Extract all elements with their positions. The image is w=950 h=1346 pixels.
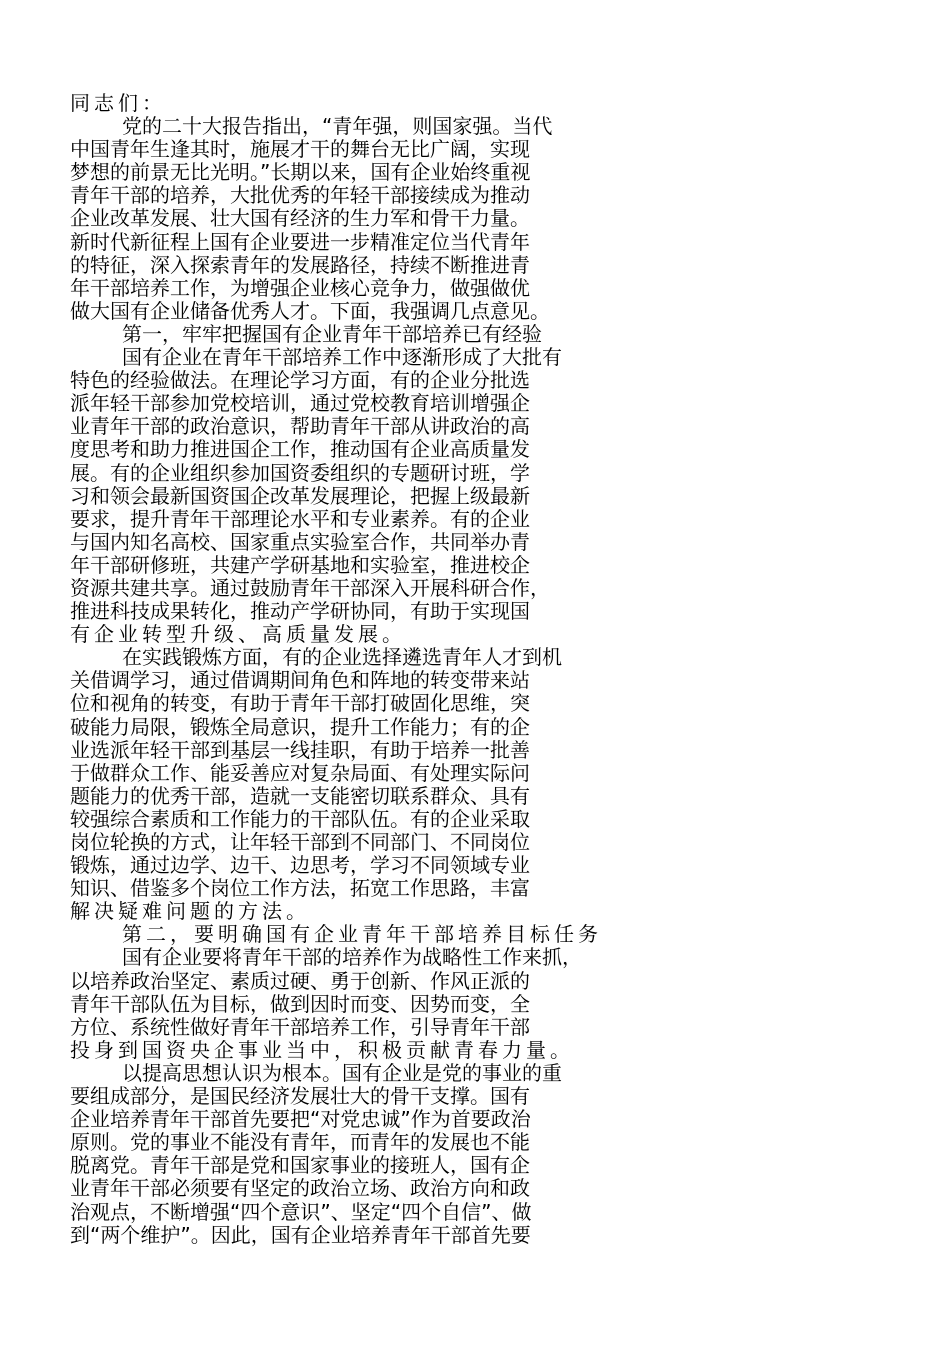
- text-line: 业青年干部必须要有坚定的政治立场、政治方向和政: [70, 1177, 530, 1201]
- text-line: 与国内知名高校、国家重点实验室合作，共同举办青: [70, 530, 530, 554]
- text-line: 新时代新征程上国有企业要进一步精准定位当代青年: [70, 230, 530, 254]
- text-line: 以提高思想认识为根本。国有企业是党的事业的重: [122, 1061, 562, 1085]
- text-line: 推进科技成果转化，推动产学研协同，有助于实现国: [70, 600, 530, 624]
- text-line: 以培养政治坚定、素质过硬、勇于创新、作风正派的: [70, 969, 530, 993]
- text-line: 第一，牢牢把握国有企业青年干部培养已有经验: [122, 322, 542, 346]
- text-line: 国有企业在青年干部培养工作中逐渐形成了大批有: [122, 346, 562, 370]
- text-line: 青年干部的培养，大批优秀的年轻干部接续成为推动: [70, 184, 530, 208]
- text-line: 梦想的前景无比光明。”长期以来，国有企业始终重视: [70, 161, 531, 185]
- text-line: 岗位轮换的方式，让年轻干部到不同部门、不同岗位: [70, 831, 530, 854]
- text-line: 特色的经验做法。在理论学习方面，有的企业分批选: [70, 369, 530, 393]
- text-line: 到“两个维护”。因此，国有企业培养青年干部首先要: [70, 1223, 531, 1247]
- text-line: 脱离党。青年干部是党和国家事业的接班人，国有企: [70, 1154, 530, 1178]
- text-line: 位和视角的转变，有助于青年干部打破固化思维，突: [70, 692, 530, 716]
- text-line: 第二，要明确国有企业青年干部培养目标任务: [122, 923, 602, 947]
- text-line: 知识、借鉴多个岗位工作方法，拓宽工作思路，丰富: [70, 877, 530, 901]
- text-line: 关借调学习，通过借调期间角色和阵地的转变带来站: [70, 669, 530, 693]
- text-line: 题能力的优秀干部，造就一支能密切联系群众、具有: [70, 784, 530, 808]
- text-line: 做大国有企业储备优秀人才。下面，我强调几点意见。: [70, 299, 550, 323]
- text-line: 党的二十大报告指出，“青年强，则国家强。当代: [122, 115, 553, 139]
- text-line: 要求，提升青年干部理论水平和专业素养。有的企业: [70, 507, 530, 531]
- text-line: 在实践锻炼方面，有的企业选择遴选青年人才到机: [122, 646, 562, 670]
- text-line: 业选派年轻干部到基层一线挂职，有助于培养一批善: [70, 738, 530, 762]
- text-line: 国有企业要将青年干部的培养作为战略性工作来抓，: [122, 946, 582, 970]
- text-line: 展。有的企业组织参加国资委组织的专题研讨班，学: [70, 461, 530, 485]
- text-line: 要组成部分，是国民经济发展壮大的骨干支撑。国有: [70, 1085, 530, 1109]
- text-line: 投身到国资央企事业当中，积极贡献青春力量。: [70, 1038, 574, 1062]
- document-body: [70, 92, 870, 1247]
- text-line: 解决疑难问题的方法。: [70, 900, 310, 924]
- text-line: 度思考和助力推进国企工作，推动国有企业高质量发: [70, 438, 530, 462]
- text-line: 年干部研修班，共建产学研基地和实验室，推进校企: [70, 553, 530, 577]
- text-line: 业青年干部的政治意识，帮助青年干部从讲政治的高: [70, 415, 530, 439]
- text-line: 方位、系统性做好青年干部培养工作，引导青年干部: [70, 1015, 530, 1039]
- text-line: 锻炼，通过边学、边干、边思考，学习不同领域专业: [70, 854, 530, 878]
- text-line: 青年干部队伍为目标，做到因时而变、因势而变，全: [70, 992, 530, 1016]
- text-line: 的特征，深入探索青年的发展路径，持续不断推进青: [70, 253, 530, 277]
- text-line: 破能力局限，锻炼全局意识，提升工作能力；有的企: [70, 715, 530, 739]
- text-line: 同志们：: [70, 92, 166, 115]
- text-line: 习和领会最新国资国企改革发展理论，把握上级最新: [70, 484, 530, 508]
- text-line: 年干部培养工作，为增强企业核心竞争力，做强做优: [70, 276, 530, 300]
- text-line: 中国青年生逢其时，施展才干的舞台无比广阔，实现: [70, 138, 530, 162]
- text-line: 较强综合素质和工作能力的干部队伍。有的企业采取: [70, 807, 530, 831]
- text-line: 治观点，不断增强“四个意识”、坚定“四个自信”、做: [70, 1200, 532, 1224]
- text-line: 资源共建共享。通过鼓励青年干部深入开展科研合作，: [70, 576, 550, 600]
- text-line: 原则。党的事业不能没有青年，而青年的发展也不能: [70, 1131, 530, 1155]
- text-line: 派年轻干部参加党校培训，通过党校教育培训增强企: [70, 392, 530, 416]
- text-line: 企业改革发展、壮大国有经济的生力军和骨干力量。: [70, 207, 530, 231]
- text-line: 有企业转型升级、高质量发展。: [70, 623, 406, 647]
- text-line: 企业培养青年干部首先要把“对党忠诚”作为首要政治: [70, 1108, 531, 1132]
- text-line: 于做群众工作、能妥善应对复杂局面、有处理实际问: [70, 761, 530, 785]
